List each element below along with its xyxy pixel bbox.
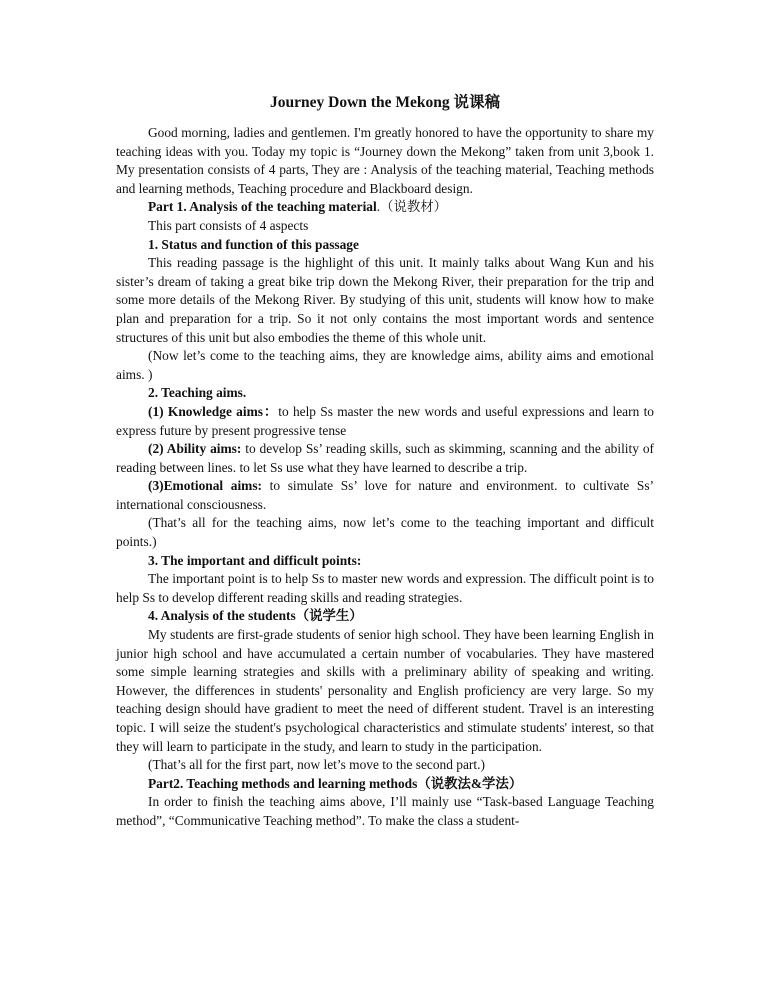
emotional-aims-paragraph	[116, 477, 654, 514]
points-heading: 3. The important and difficult points:	[148, 552, 362, 568]
ability-aims-paragraph	[116, 440, 654, 477]
emotional-aims-text: to simulate Ss’ love for nature and environment. to cultivate Ss’ international consciousness.	[116, 478, 654, 512]
part1-heading	[116, 198, 654, 217]
aspects-paragraph: This part consists of 4 aspects	[148, 217, 309, 233]
students-heading: 4. Analysis of the students（说学生）	[148, 608, 363, 624]
status-heading: 1. Status and function of this passage	[148, 236, 359, 252]
transition-points-paragraph: (That’s all for the teaching aims, now let’s come to the teaching important and difficult points.)	[116, 515, 654, 550]
intro-paragraph: Good morning, ladies and gentlemen. I'm greatly honored to have the opportunity to share my teaching ideas with you. Today my topic is “Journey down the Mekong” taken from unit 3,book 1. My presentation consists of 4 parts, They are : Analysis of the teaching material, Teaching methods and learning methods, Teaching procedure and Blackboard design.	[116, 125, 654, 196]
points-paragraph: The important point is to help Ss to master new words and expression. The difficult point is to help Ss to develop different reading skills and reading strategies.	[116, 571, 654, 605]
part1-heading-text: Part 1. Analysis of the teaching material	[148, 199, 377, 215]
students-paragraph: My students are first-grade students of senior high school. They have been learning English in junior high school and have accumulated a certain number of vocabularies. They have mastered some simple learning strategies and skills with a preliminary ability of speaking and writing. However, the differences in students' personality and English proficiency are very large. So my teaching design should have gradient to meet the need of different student. Travel is an interesting topic. I will seize the student's psychological characteristics and stimulate students' interest, so that they will learn to participate in the study, and learn to study in the participation.	[116, 627, 654, 754]
document-title: Journey Down the Mekong 说课稿	[270, 94, 500, 111]
knowledge-aims-text: to help Ss master the new words and useful expressions and learn to express future by present progressive tense	[116, 403, 654, 438]
knowledge-aims-label: (1) Knowledge aims：	[148, 403, 279, 419]
transition-aims-paragraph: (Now let’s come to the teaching aims, they are knowledge aims, ability aims and emotional aims. )	[116, 348, 654, 382]
teaching-aims-heading: 2. Teaching aims.	[148, 385, 247, 401]
emotional-aims-label: (3)Emotional aims:	[148, 478, 263, 494]
ability-aims-text: to develop Ss’ reading skills, such as skimming, scanning and the ability of reading between lines. to let Ss use what they have learned to describe a trip.	[116, 441, 654, 475]
ability-aims-label: (2) Ability aims:	[148, 441, 242, 457]
document-page	[116, 93, 654, 831]
part2-heading: Part2. Teaching methods and learning methods（说教法&学法）	[148, 775, 523, 791]
methods-paragraph: In order to finish the teaching aims above, I’ll mainly use “Task-based Language Teaching method”, “Communicative Teaching method”. To make the class a student-	[116, 794, 654, 828]
part1-heading-cn: .（说教材）	[376, 199, 448, 215]
knowledge-aims-paragraph	[116, 403, 654, 440]
status-paragraph: This reading passage is the highlight of this unit. It mainly talks about Wang Kun and his sister’s dream of taking a great bike trip down the Mekong River, their preparation for the trip and some more details of the Mekong River. By studying of this unit, students will know how to make plan and preparation for a trip. So it not only contains the most important words and sentence structures of this unit but also embodies the theme of this whole unit.	[116, 255, 654, 345]
transition-part2-paragraph: (That’s all for the first part, now let’s move to the second part.)	[148, 757, 485, 773]
